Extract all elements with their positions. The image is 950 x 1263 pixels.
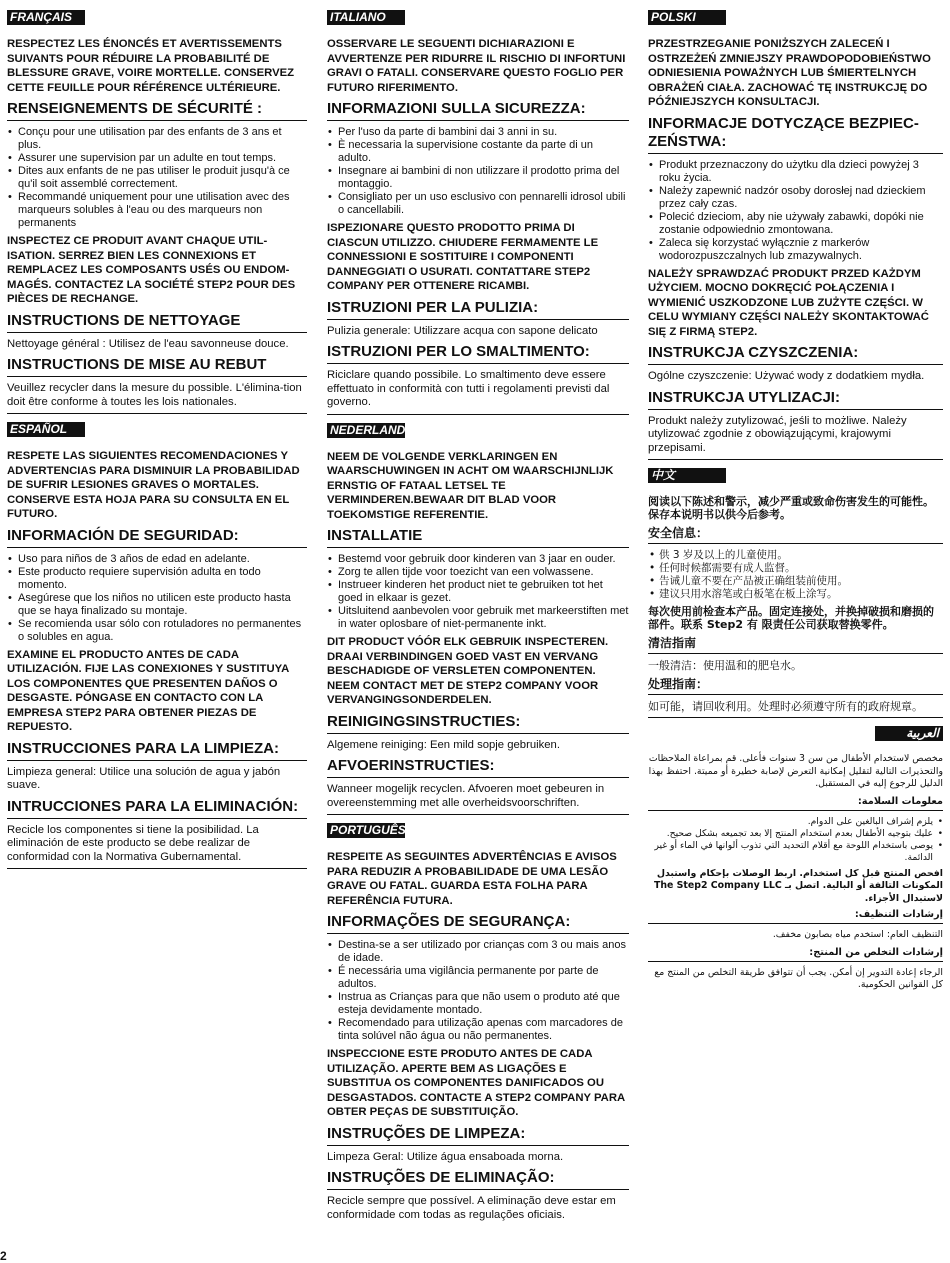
safety-list <box>327 126 629 217</box>
list-item: • Uso para niños de 3 años de edad en adelante. <box>7 553 307 566</box>
disposal-heading: إرشادات التخلص من المنتج: <box>648 946 943 962</box>
list-item: • Destina-se a ser utilizado por crianças com 3 ou mais anos de idade. <box>327 939 629 965</box>
safety-heading: RENSEIGNEMENTS DE SÉCURITÉ : <box>7 100 307 121</box>
list-item: • 任何时候都需要有成人监督。 <box>648 562 943 575</box>
cleaning-heading: INSTRUCTIONS DE NETTOYAGE <box>7 312 307 333</box>
page-number: 2 <box>0 1249 7 1263</box>
cleaning-heading: INSTRUKCJA CZYSZCZENIA: <box>648 344 943 365</box>
disposal-text: 如可能，请回收利用。处理时必须遵守所有的政府规章。 <box>648 700 923 713</box>
list-item: • Este producto requiere supervisión adulta en todo momento. <box>7 566 307 592</box>
list-item: • Conçu pour une utilisation par des enfants de 3 ans et plus. <box>7 126 307 152</box>
list-item: • Produkt przeznaczony do użytku dla dzieci powyżej 3 roku życia. <box>648 159 943 185</box>
inspect-text: 每次使用前检查本产品。固定连接处，并换掉破损和磨损的部件。联系 Step2 有 限责任公司获取替换零件。 <box>648 605 934 631</box>
section-italian <box>327 10 629 415</box>
list-item: • Zorg te allen tijde voor toezicht van een volwassene. <box>327 566 629 579</box>
list-item: • Consigliato per un uso esclusivo con pennarelli idrosol ubili o cancellabili. <box>327 191 629 217</box>
language-tag-spanish: ESPAÑOL <box>7 422 85 437</box>
warning-text: PRZESTRZEGANIE PONIŻSZYCH ZALECEŃ I OSTRZEŻEŃ ZMNIEJSZY PRAWDOPODOBIEŃSTWO ODNIESIENIA POWAŻNYCH LUB ŚMIERTELNYCH OBRAŻEŃ CIAŁA. ZACHOWAĆ TĘ INSTRUKCJĘ DO PÓŹNIEJSZYCH KONSULTACJI. <box>648 38 931 108</box>
language-tag-dutch: NEDERLANDS <box>327 423 405 438</box>
list-item: • Zaleca się korzystać wyłącznie z markerów wodorozpuszczalnych lub zmazywalnych. <box>648 237 943 263</box>
warning-text: RESPETE LAS SIGUIENTES RECOMENDACIONES Y ADVERTENCIAS PARA DISMINUIR LA PROBABILIDAD DE SUFRIR LESIONES GRAVES O MORTALES. CONSERVE ESTA HOJA PARA SU CONSULTA EN EL FUTURO. <box>7 450 300 520</box>
divider <box>648 717 943 718</box>
disposal-heading: ISTRUZIONI PER LO SMALTIMENTO: <box>327 343 629 364</box>
section-polish <box>648 10 943 460</box>
disposal-text: Produkt należy zutylizować, jeśli to możliwe. Należy utylizować zgodnie z obowiązującymi, krajowymi przepisami. <box>648 414 907 454</box>
disposal-heading: INSTRUÇÕES DE ELIMINAÇÃO: <box>327 1169 629 1190</box>
list-item: • 供 3 岁及以上的儿童使用。 <box>648 549 943 562</box>
cleaning-text: Limpeza Geral: Utilize água ensaboada morna. <box>327 1150 564 1163</box>
disposal-heading: INSTRUCTIONS DE MISE AU REBUT <box>7 356 307 377</box>
safety-list <box>7 553 307 644</box>
section-arabic <box>648 726 943 992</box>
warning-text: OSSERVARE LE SEGUENTI DICHIARAZIONI E AVVERTENZE PER RIDURRE IL RISCHIO DI INFORTUNI GRAVI O FATALI. CONSERVARE QUESTO FOGLIO PER FUTURO RIFERIMENTO. <box>327 38 626 94</box>
divider <box>327 414 629 415</box>
warning-text: 阅读以下陈述和警示，减少严重或致命伤害发生的可能性。保存本说明书以供今后参考。 <box>648 495 934 521</box>
list-item: • Asegúrese que los niños no utilicen este producto hasta que se haya finalizado su montaje. <box>7 592 307 618</box>
list-item: • É necessária uma vigilância permanente por parte de adultos. <box>327 965 629 991</box>
cleaning-heading: INSTRUÇÕES DE LIMPEZA: <box>327 1125 629 1146</box>
inspect-text: INSPECCIONE ESTE PRODUTO ANTES DE CADA UTILIZAÇÃO. APERTE BEM AS LIGAÇÕES E SUBSTITUA OS COMPONENTES DANIFICADOS OU DESGASTADOS. CONTACTE A STEP2 COMPANY PARA OBTER PEÇAS DE SUBSTITUIÇÃO. <box>327 1048 625 1118</box>
cleaning-text: 一般清洁：使用温和的肥皂水。 <box>648 659 802 672</box>
cleaning-heading: REINIGINGSINSTRUCTIES: <box>327 713 629 734</box>
list-item: • يلزم إشراف البالغين على الدوام. <box>648 816 943 828</box>
language-tag-arabic: العربية <box>875 726 943 741</box>
warning-text: NEEM DE VOLGENDE VERKLARINGEN EN WAARSCHUWINGEN IN ACHT OM WAARSCHIJNLIJK ERNSTIG OF FATAAL LETSEL TE VERMINDEREN.BEWAAR DIT BLAD VOOR TOEKOMSTIGE REFERENTIE. <box>327 450 614 521</box>
inspect-text: NALEŻY SPRAWDZAĆ PRODUKT PRZED KAŻDYM UŻYCIEM. MOCNO DOKRĘCIĆ POŁĄCZENIA I WYMIENIĆ USZKODZONE LUB ZUŻYTE CZĘŚCI. W CELU WYMIANY CZĘŚCI NALEŻY SKONTAKTOWAĆ SIĘ Z FIRMĄ STEP2. <box>648 267 929 338</box>
list-item: • Recomendado para utilização apenas com marcadores de tinta solúvel não água ou não permanentes. <box>327 1017 629 1043</box>
column-right <box>648 10 943 996</box>
list-item: • Polecić dzieciom, aby nie używały zabawki, dopóki nie zostanie odpowiednio zmontowana. <box>648 211 943 237</box>
divider <box>7 413 307 414</box>
disposal-heading: INSTRUKCJA UTYLIZACJI: <box>648 389 943 410</box>
cleaning-text: Limpieza general: Utilice una solución de agua y jabón suave. <box>7 765 281 791</box>
section-spanish <box>7 422 307 869</box>
safety-list <box>648 159 943 263</box>
safety-heading: 安全信息： <box>648 526 943 544</box>
language-tag-italian: ITALIANO <box>327 10 405 25</box>
language-tag-polish: POLSKI <box>648 10 726 25</box>
list-item: • 告诫儿童不要在产品被正确组装前使用。 <box>648 575 943 588</box>
section-dutch <box>327 423 629 816</box>
inspect-text: افحص المنتج قبل كل استخدام. اربط الوصلات بإحكام واستبدل المكونات التالفة أو البالية. اتصل بـ The Step2 Company LLC لاستبدال الأجزاء. <box>653 867 943 904</box>
cleaning-heading: 清洁指南 <box>648 636 943 654</box>
disposal-heading: AFVOERINSTRUCTIES: <box>327 757 629 778</box>
list-item: • يوصى باستخدام اللوحة مع أقلام التحديد التي تذوب ألوانها في الماء أو غير الدائمة. <box>648 840 943 864</box>
disposal-text: Riciclare quando possibile. Lo smaltimento deve essere effettuato in conformità con tutti i regolamenti previsti dal governo. <box>327 369 610 408</box>
language-tag-portuguese: PORTUGUÊS <box>327 823 405 838</box>
cleaning-text: Algemene reiniging: Een mild sopje gebruiken. <box>327 738 560 751</box>
disposal-text: Recicle los componentes si tiene la posibilidad. La eliminación de este producto se debe realizar de conformidad con la Normativa Gubernamental. <box>7 823 259 863</box>
safety-list <box>327 939 629 1043</box>
divider <box>7 868 307 869</box>
section-chinese <box>648 468 943 718</box>
column-left <box>7 10 307 877</box>
list-item: • Należy zapewnić nadzór osoby dorosłej nad dzieckiem przez cały czas. <box>648 185 943 211</box>
disposal-heading: INTRUCCIONES PARA LA ELIMINACIÓN: <box>7 798 307 819</box>
language-tag-french: FRANÇAIS <box>7 10 85 25</box>
safety-heading: INFORMAZIONI SULLA SICUREZZA: <box>327 100 629 121</box>
list-item: • Se recomienda usar sólo con rotuladores no permanentes o solubles en agua. <box>7 618 307 644</box>
inspect-text: INSPECTEZ CE PRODUIT AVANT CHAQUE UTIL-ISATION. SERREZ BIEN LES CONNEXIONS ET REMPLACEZ LES COMPOSANTS USÉS OU ENDOM-MAGÉS. CONTACTEZ LA SOCIÉTÉ STEP2 POUR DES PIÈCES DE RECHANGE. <box>7 235 296 305</box>
cleaning-heading: INSTRUCCIONES PARA LA LIMPIEZA: <box>7 740 307 761</box>
warning-text: RESPEITE AS SEGUINTES ADVERTÊNCIAS E AVISOS PARA REDUZIR A PROBABILIDADE DE UMA LESÃO GRAVE OU FATAL. GUARDA ESTA FOLHA PARA REFERÊNCIA FUTURA. <box>327 851 617 907</box>
disposal-text: Wanneer mogelijk recyclen. Afvoeren moet gebeuren in overeenstemming met alle overheidsvoorschriften. <box>327 783 605 809</box>
inspect-text: EXAMINE EL PRODUCTO ANTES DE CADA UTILIZACIÓN. FIJE LAS CONEXIONES Y SUSTITUYA LOS COMPONENTES QUE PRESENTEN DAÑOS O DESGASTE. PÓNGASE EN CONTACTO CON LA EMPRESA STEP2 PARA OBTENER PIEZAS DE REPUESTO. <box>7 648 289 733</box>
safety-list <box>648 816 943 864</box>
list-item: • Bestemd voor gebruik door kinderen van 3 jaar en ouder. <box>327 553 629 566</box>
list-item: • 建议只用水溶笔或白板笔在板上涂写。 <box>648 588 943 601</box>
cleaning-text: Ogólne czyszczenie: Używać wody z dodatkiem mydła. <box>648 370 925 382</box>
safety-heading: INSTALLATIE <box>327 527 629 548</box>
list-item: • Per l'uso da parte di bambini dai 3 anni in su. <box>327 126 629 139</box>
safety-heading: INFORMACIÓN DE SEGURIDAD: <box>7 527 307 548</box>
list-item: • È necessaria la supervisione costante da parte di un adulto. <box>327 139 629 165</box>
disposal-heading: 处理指南： <box>648 677 943 695</box>
safety-list <box>648 549 943 601</box>
warning-text: مخصص لاستخدام الأطفال من سن 3 سنوات فأعلى. قم بمراعاة الملاحظات والتحذيرات التالية لتقليل إمكانية التعرض لإصابة خطيرة أو مميتة. احتفظ بهذا الدليل للرجوع إليه في المستقبل. <box>648 753 943 789</box>
section-french <box>7 10 307 414</box>
cleaning-heading: ISTRUZIONI PER LA PULIZIA: <box>327 299 629 320</box>
cleaning-text: التنظيف العام: استخدم مياه بصابون مخفف. <box>772 929 943 940</box>
safety-list <box>327 553 629 631</box>
list-item: • Insegnare ai bambini di non utilizzare il prodotto prima del montaggio. <box>327 165 629 191</box>
cleaning-text: Pulizia generale: Utilizzare acqua con sapone delicato <box>327 324 598 337</box>
disposal-text: Veuillez recycler dans la mesure du possible. L'élimina-tion doit être conforme à toutes les lois nationales. <box>7 382 302 408</box>
list-item: • Assurer une supervision par un adulte en tout temps. <box>7 152 307 165</box>
list-item: • Recommandé uniquement pour une utilisation avec des marqueurs solubles à l'eau ou des marqueurs non permanents <box>7 191 307 230</box>
disposal-text: الرجاء إعادة التدوير إن أمكن. يجب أن تتوافق طريقة التخلص من المنتج مع كل القوانين الحكومية. <box>654 966 943 990</box>
list-item: • عليك بتوجيه الأطفال بعدم استخدام المنتج إلا بعد تجميعه بشكل صحيح. <box>648 828 943 840</box>
warning-text: RESPECTEZ LES ÉNONCÉS ET AVERTISSEMENTS SUIVANTS POUR RÉDUIRE LA PROBABILITÉ DE BLESSURE GRAVE, VOIRE MORTELLE. CONSERVEZ CETTE FEUILLE POUR RÉFÉRENCE ULTÉRIEURE. <box>7 38 295 94</box>
cleaning-text: Nettoyage général : Utilisez de l'eau savonneuse douce. <box>7 337 289 350</box>
cleaning-heading: إرشادات التنظيف: <box>648 908 943 924</box>
disposal-text: Recicle sempre que possível. A eliminação deve estar em conformidade com todas as regulações oficiais. <box>327 1195 616 1221</box>
safety-list <box>7 126 307 230</box>
column-middle <box>327 10 629 1226</box>
safety-heading: INFORMACJE DOTYCZĄCE BEZPIEC-ZEŃSTWA: <box>648 115 943 154</box>
divider <box>327 814 629 815</box>
safety-heading: INFORMAÇÕES DE SEGURANÇA: <box>327 913 629 934</box>
list-item: • Uitsluitend aanbevolen voor gebruik met markeerstiften met in water oplosbare of niet-permanente inkt. <box>327 605 629 631</box>
inspect-text: ISPEZIONARE QUESTO PRODOTTO PRIMA DI CIASCUN UTILIZZO. CHIUDERE FERMAMENTE LE CONNESSIONI E SOSTITUIRE I COMPONENTI DANNEGGIATI O USURATI. CONTATTARE STEP2 COMPANY PER OTTENERE RICAMBI. <box>327 222 599 292</box>
list-item: • Instrua as Crianças para que não usem o produto até que esteja devidamente montado. <box>327 991 629 1017</box>
language-tag-chinese: 中文 <box>648 468 726 483</box>
list-item: • Dites aux enfants de ne pas utiliser le produit jusqu'à ce qu'il soit assemblé correctement. <box>7 165 307 191</box>
list-item: • Instrueer kinderen het product niet te gebruiken tot het goed in elkaar is gezet. <box>327 579 629 605</box>
inspect-text: DIT PRODUCT VÓÓR ELK GEBRUIK INSPECTEREN. DRAAI VERBINDINGEN GOED VAST EN VERVANG BESCHADIGDE OF VERSLETEN COMPONENTEN. NEEM CONTACT MET DE STEP2 COMPANY VOOR VERVANGINGSONDERDELEN. <box>327 636 609 706</box>
safety-heading: معلومات السلامة: <box>648 795 943 811</box>
divider <box>648 459 943 460</box>
section-portuguese <box>327 823 629 1222</box>
